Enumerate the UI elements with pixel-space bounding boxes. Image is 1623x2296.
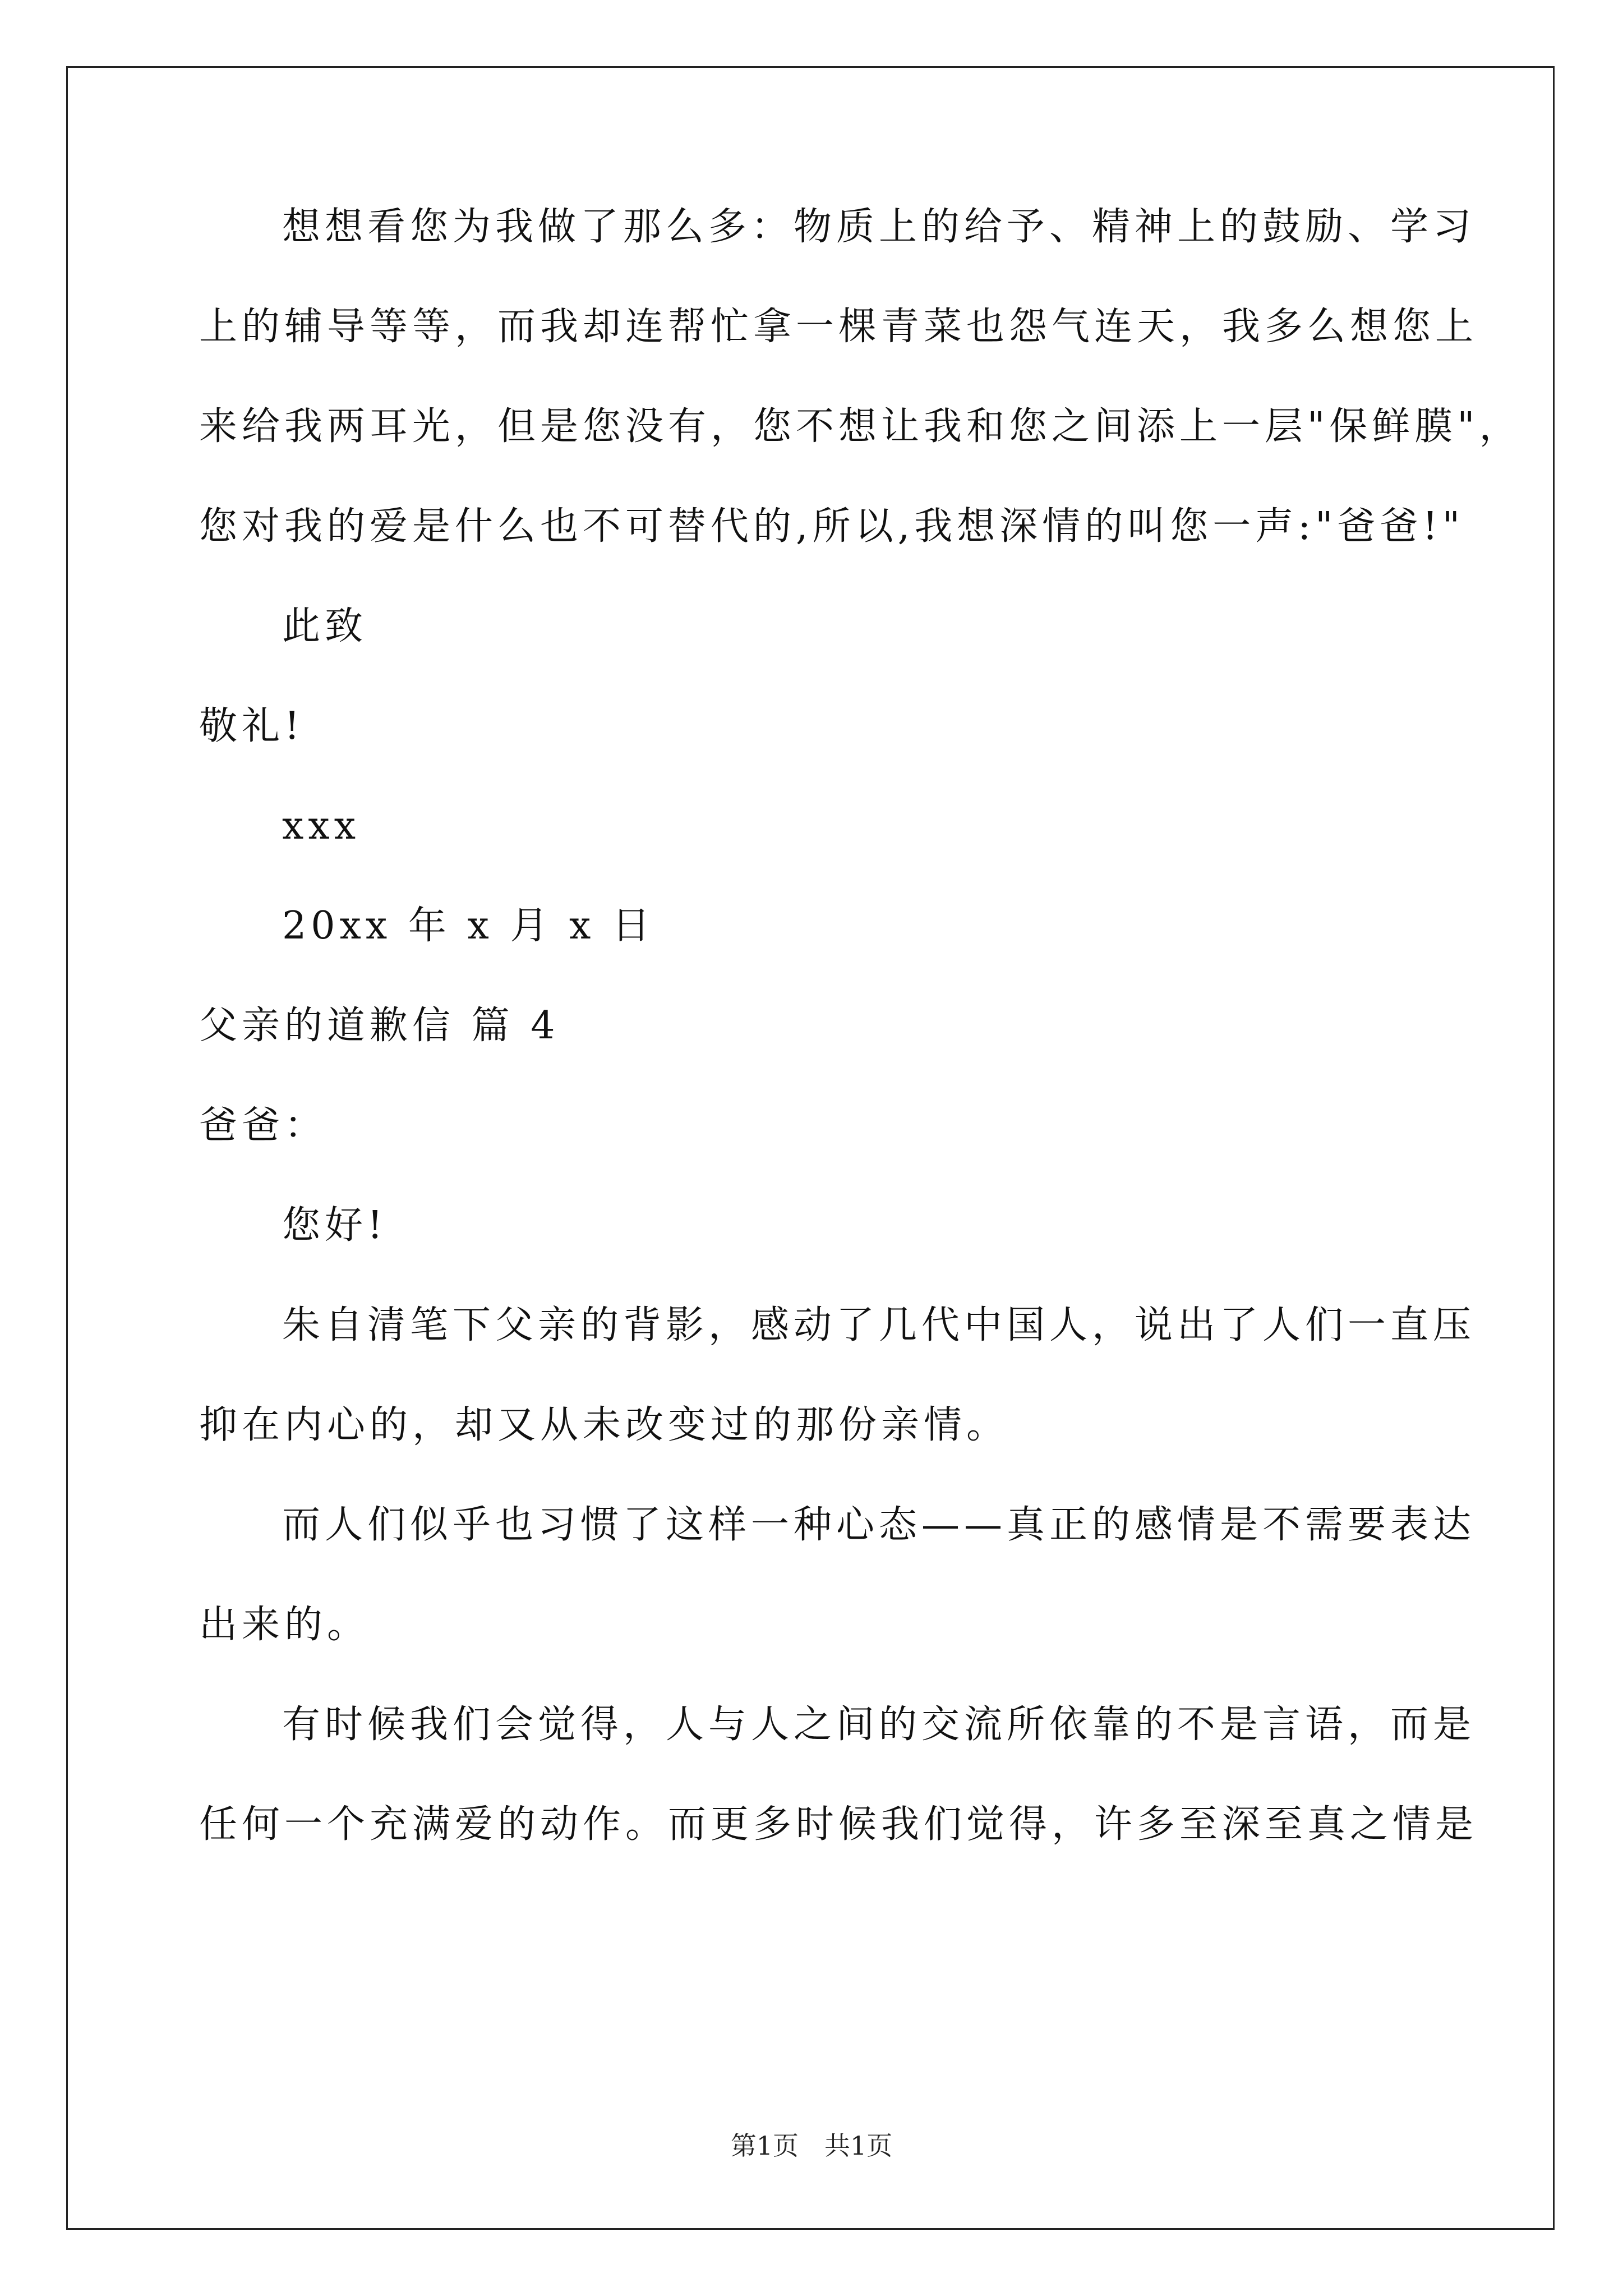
section-heading: 父亲的道歉信 篇 4 xyxy=(199,1004,560,1048)
paragraph-line: 任何一个充满爱的动作。而更多时候我们觉得，许多至深至真之情是 xyxy=(199,1802,1478,1847)
signature-name: xxx xyxy=(282,804,361,848)
paragraph-line: 抑在内心的，却又从未改变过的那份亲情。 xyxy=(199,1403,1009,1447)
paragraph-line: 上的辅导等等，而我却连帮忙拿一棵青菜也怨气连天，我多么想您上 xyxy=(199,305,1478,349)
closing-phrase: 此致 xyxy=(282,604,368,648)
salutation-closing: 敬礼! xyxy=(199,704,305,748)
paragraph-line: 而人们似乎也习惯了这样一种心态——真正的感情是不需要表达 xyxy=(282,1503,1476,1547)
signature-date: 20xx 年 x 月 x 日 xyxy=(282,904,655,948)
paragraph-line: 朱自清笔下父亲的背影，感动了几代中国人，说出了人们一直压 xyxy=(282,1303,1476,1347)
letter-greeting: 爸爸： xyxy=(199,1103,328,1148)
paragraph-line: 有时候我们会觉得，人与人之间的交流所依靠的不是言语，而是 xyxy=(282,1703,1476,1747)
paragraph-line: 出来的。 xyxy=(199,1603,370,1647)
paragraph-line: 您对我的爱是什么也不可替代的,所以,我想深情的叫您一声:"爸爸!" xyxy=(199,504,1465,549)
page-number-footer: 第1页 共1页 xyxy=(730,2131,893,2161)
paragraph-line: 来给我两耳光，但是您没有，您不想让我和您之间添上一层"保鲜膜"， xyxy=(199,404,1522,449)
paragraph-line: 想想看您为我做了那么多：物质上的给予、精神上的鼓励、学习 xyxy=(282,205,1476,249)
greeting-line: 您好! xyxy=(282,1203,388,1248)
